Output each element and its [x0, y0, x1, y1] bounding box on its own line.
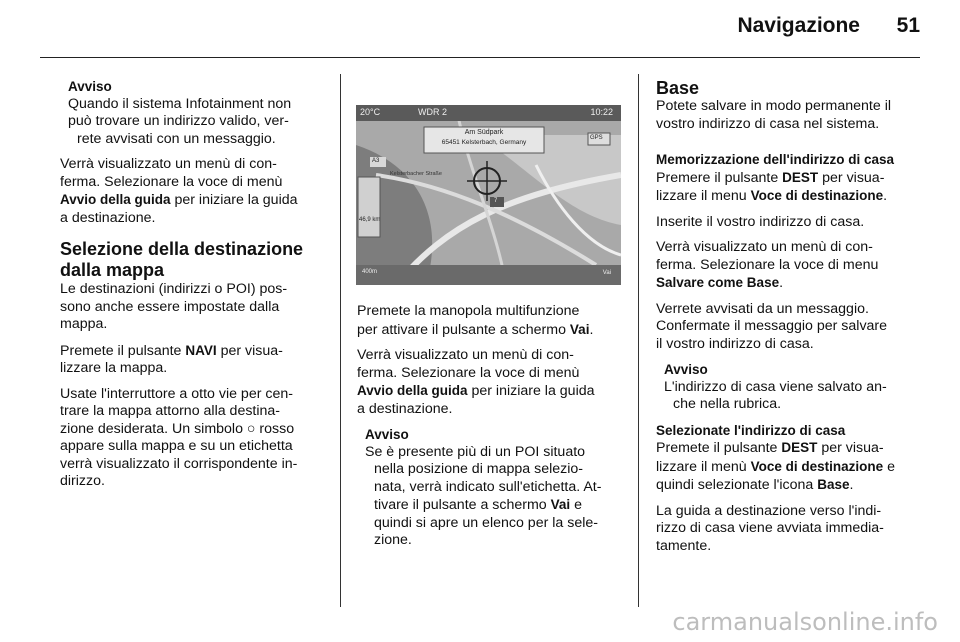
note-title: Avviso [68, 79, 112, 94]
map-radio-station: WDR 2 [418, 107, 447, 117]
header-title: Navigazione [737, 14, 860, 37]
vai-button[interactable]: Vai [602, 270, 611, 276]
distance-readout: 46,9 km [359, 217, 381, 223]
header-divider [40, 57, 920, 58]
paragraph: Verrete avvisati da un messaggio. Confermate il messaggio per salvare il vostro indirizzo di casa. [656, 300, 888, 352]
note-box-2: Avviso Se è presente più di un POI situato nella posizione di mappa selezio- nata, verrà indicato sull'etichetta. At- tivare il pulsante a schermo Vai e quindi si apre un elenco per la sele- zione. [365, 426, 632, 550]
column-divider-1 [340, 74, 341, 607]
watermark: carmanualsonline.info [672, 608, 938, 636]
road-name-label: Kelsterbacher Straße [390, 171, 442, 177]
map-scale: 400m [362, 269, 378, 275]
paragraph: La guida a destinazione verso l'indi- rizzo di casa viene avviata immedia- tamente. [656, 502, 884, 554]
note-title: Avviso [664, 362, 708, 377]
subsection-title: Memorizzazione dell'indirizzo di casa [656, 152, 895, 167]
paragraph: Le destinazioni (indirizzi o POI) pos- sono anche essere impostate dalla mappa. [60, 281, 288, 332]
paragraph: Inserite il vostro indirizzo di casa. [656, 213, 865, 230]
paragraph: Premete il pulsante NAVI per visua- lizzare la mappa. [60, 342, 283, 376]
paragraph: Verrà visualizzato un menù di con- ferma. Selezionare la voce di menù Avvio della guida per iniziare la guida a destinazione. [357, 347, 595, 417]
button-ref: DEST [781, 440, 818, 455]
section-title: Selezione della destinazione dalla mappa [60, 239, 304, 280]
note-text-line: rete avvisati con un messaggio. [77, 130, 276, 147]
map-temperature: 20°C [360, 107, 381, 117]
paragraph: Verrà visualizzato un menù di con- ferma. Selezionare la voce di menu Salvare come Base. [656, 239, 879, 291]
menu-item-ref: Avvio della guida [60, 192, 171, 207]
map-clock: 10:22 [590, 107, 613, 117]
menu-ref: Voce di destinazione [750, 458, 884, 474]
menu-ref: Voce di destinazione [750, 188, 884, 203]
paragraph: Verrà visualizzato un menù di con- ferma. Selezionare la voce di menù Avvio della guida per iniziare la guida a destinazione. [60, 156, 298, 226]
column-3 [656, 78, 922, 563]
navigation-map-screenshot [356, 105, 621, 285]
section-title: Base [656, 78, 700, 98]
paragraph: Premere il pulsante DEST per visua- lizzare il menu Voce di destinazione. [656, 169, 888, 204]
column-1 [60, 78, 334, 499]
column-divider-2 [638, 74, 639, 607]
map-address-line: 65451 Kelsterbach, Germany [441, 139, 527, 146]
gps-indicator: GPS [590, 135, 603, 141]
button-ref: Vai [569, 321, 590, 337]
paragraph: Usate l'interruttore a otto vie per cen- trare la mappa attorno alla destina- zione desiderata. Un simbolo ○ rosso appare sulla mappa e su un etichetta verrà visualizzato il corrispondente in- dirizzo. [60, 385, 298, 489]
column-2 [357, 303, 632, 558]
note-text-line: può trovare un indirizzo valido, ver- [68, 113, 289, 129]
button-ref: NAVI [185, 342, 217, 358]
route-badge: 7 [494, 198, 498, 204]
road-badge: A3 [372, 158, 380, 164]
note-title: Avviso [365, 427, 409, 442]
note-box-3: Avviso L'indirizzo di casa viene salvato an- che nella rubrica. [664, 361, 922, 414]
paragraph: Premete la manopola multifunzione per attivare il pulsante a schermo Vai. [357, 303, 594, 338]
icon-ref: Base [817, 477, 850, 492]
button-ref: Vai [550, 497, 571, 512]
subsection-title: Selezionate l'indirizzo di casa [656, 422, 846, 438]
paragraph: Potete salvare in modo permanente il vostro indirizzo di casa nel sistema. [656, 98, 892, 132]
button-ref: DEST [782, 169, 819, 185]
note-text-line: Quando il sistema Infotainment non [68, 95, 292, 112]
paragraph: Premete il pulsante DEST per visua- lizzare il menù Voce di destinazione e quindi selezionate l'icona Base. [656, 440, 895, 493]
page-number: 51 [896, 14, 920, 37]
menu-item-ref: Salvare come Base [656, 275, 780, 290]
note-box-1 [68, 78, 334, 148]
map-address-line: Am Südpark [464, 129, 504, 136]
menu-item-ref: Avvio della guida [357, 383, 468, 398]
